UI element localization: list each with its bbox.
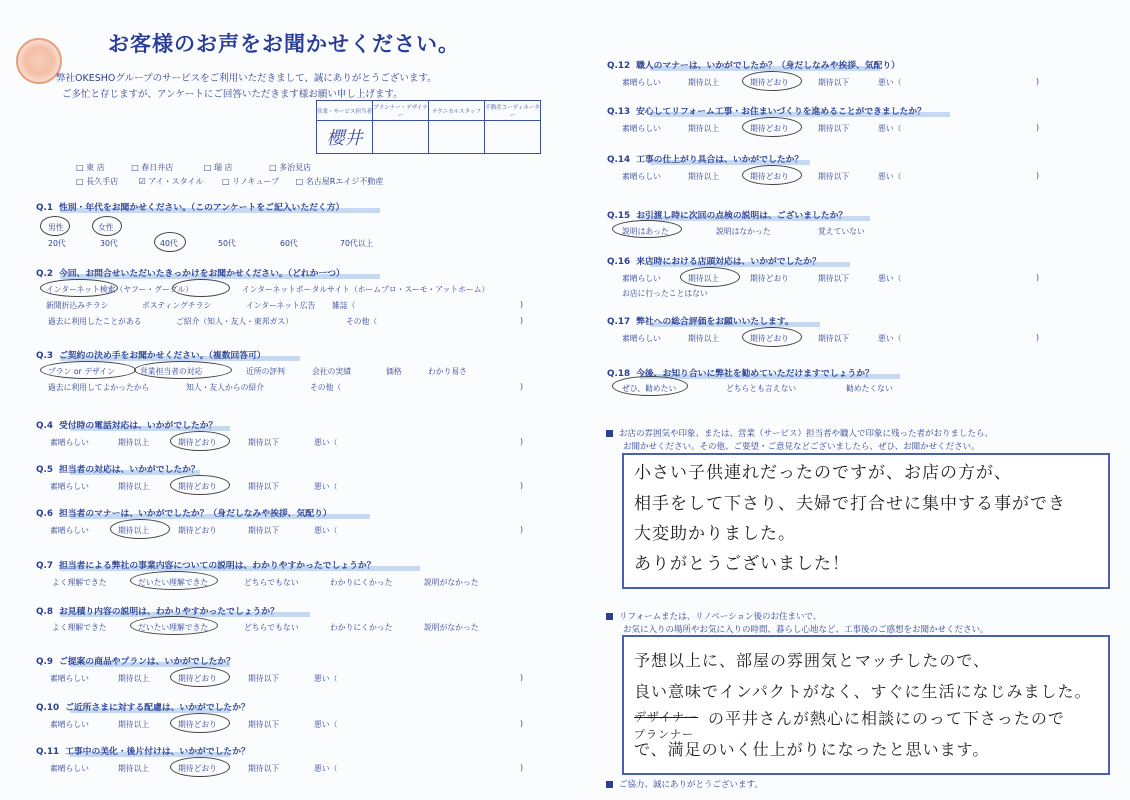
- section1-answer-line: 小さい子供連れだったのですが、お店の方が、: [634, 463, 1012, 483]
- option-rating[interactable]: 期待どおり: [178, 764, 217, 773]
- question-q9: Q.9 ご提案の商品やプランは、いかがでしたか？: [36, 657, 235, 667]
- section1-answer-line: ありがとうございました！: [634, 554, 850, 574]
- section1-label-2: お聞かせください。その他、ご要望・ご意見などございましたら、ぜひ、お聞かせください。: [623, 442, 980, 452]
- option-rating[interactable]: 期待以上: [118, 764, 150, 773]
- footer-thanks: ご協力、誠にありがとうございます。: [606, 778, 763, 790]
- option-decider[interactable]: 会社の実績: [312, 367, 351, 376]
- section2-answer-line: 予想以上に、部屋の雰囲気とマッチしたので、: [634, 651, 991, 670]
- option-rating[interactable]: 期待どおり: [750, 172, 789, 181]
- option-rating[interactable]: 素晴らしい: [622, 334, 661, 343]
- option-rating[interactable]: 期待以上: [118, 526, 150, 535]
- answer-circle: [172, 279, 230, 297]
- paren-close: ): [520, 300, 524, 309]
- option-rating[interactable]: 期待以上: [688, 78, 720, 87]
- store-option[interactable]: □ 多治見店: [269, 163, 312, 172]
- option-rating[interactable]: 悪い（: [878, 172, 902, 181]
- staff-header-technical: テクニカルスタッフ: [429, 101, 485, 121]
- answer-circle: [92, 216, 122, 236]
- answer-circle: [680, 267, 740, 287]
- answer-circle: [612, 220, 682, 238]
- answer-circle: [170, 713, 230, 733]
- paren-close: ): [1036, 77, 1040, 86]
- question-q10: Q.10 ご近所さまに対する配慮は、いかがでしたか？: [36, 703, 250, 713]
- option-age[interactable]: 70代以上: [340, 239, 374, 248]
- option-rating[interactable]: 期待以下: [818, 274, 850, 283]
- option-explain[interactable]: よく理解できた: [52, 578, 107, 587]
- option-explain[interactable]: だいたい理解できた: [138, 623, 209, 632]
- option-rating[interactable]: 素晴らしい: [50, 720, 89, 729]
- option-rating[interactable]: 期待以上: [688, 124, 720, 133]
- option-rating[interactable]: 期待以下: [248, 674, 280, 683]
- option-q18[interactable]: 勧めたくない: [846, 384, 893, 393]
- store-option[interactable]: □ 長久手店: [76, 177, 119, 186]
- option-rating[interactable]: 期待以下: [248, 438, 280, 447]
- answer-circle: [170, 667, 230, 687]
- option-rating[interactable]: 素晴らしい: [622, 274, 661, 283]
- option-rating[interactable]: 悪い（: [878, 78, 902, 87]
- option-source[interactable]: 新聞折込みチラシ: [46, 301, 109, 310]
- option-source[interactable]: 過去に利用したことがある: [48, 317, 142, 326]
- question-q5: Q.5 担当者の対応は、いかがでしたか？: [36, 465, 200, 475]
- option-rating[interactable]: 素晴らしい: [50, 482, 89, 491]
- answer-circle: [130, 571, 218, 590]
- option-rating[interactable]: 期待以上: [118, 438, 150, 447]
- option-rating[interactable]: 期待以上: [118, 482, 150, 491]
- option-rating[interactable]: 期待どおり: [750, 78, 789, 87]
- answer-circle: [40, 216, 70, 236]
- paren-close: ): [520, 673, 524, 682]
- intro-line-2: ご多忙と存じますが、アンケートにご回答いただきます様お願い申し上げます。: [62, 89, 403, 100]
- section2-answer-struck: デザイナー: [634, 710, 699, 724]
- option-q16-never[interactable]: お店に行ったことはない: [622, 289, 708, 298]
- option-decider[interactable]: 営業担当者の対応: [140, 367, 203, 376]
- option-source[interactable]: インターネットポータルサイト（ホームプロ・スーモ・アットホーム）: [242, 285, 490, 294]
- option-rating[interactable]: 期待どおり: [178, 438, 217, 447]
- answer-circle: [170, 475, 230, 495]
- option-rating[interactable]: 素晴らしい: [50, 438, 89, 447]
- option-explain[interactable]: よく理解できた: [52, 623, 107, 632]
- question-q7: Q.7 担当者による弊社の事業内容についての説明は、わかりやすかったでしょうか？: [36, 561, 376, 571]
- paren-close: ): [520, 382, 524, 391]
- paren-close: ): [1036, 123, 1040, 132]
- answer-circle: [110, 519, 170, 539]
- option-decider[interactable]: その他（: [310, 383, 342, 392]
- option-rating[interactable]: 期待以上: [118, 674, 150, 683]
- option-decider[interactable]: 過去に利用してよかったから: [48, 383, 150, 392]
- option-explain[interactable]: だいたい理解できた: [138, 578, 209, 587]
- option-source[interactable]: その他（: [346, 317, 378, 326]
- option-rating[interactable]: 期待どおり: [178, 526, 217, 535]
- paren-close: ): [520, 437, 524, 446]
- option-rating[interactable]: 期待以下: [248, 482, 280, 491]
- section1-answer-line: 相手をして下さり、夫婦で打合せに集中する事ができ: [634, 494, 1066, 514]
- option-rating[interactable]: 期待以下: [248, 526, 280, 535]
- option-decider[interactable]: 近所の評判: [246, 367, 285, 376]
- question-q15: Q.15 お引渡し時に次回の点検の説明は、ございましたか？: [607, 211, 848, 221]
- section2-answer-correction: プランナー: [634, 728, 694, 741]
- option-explain[interactable]: わかりにくかった: [330, 578, 393, 587]
- section1-label: お店の雰囲気や印象、または、営業（サービス）担当者や職人で印象に残った者がおりましたら、: [606, 427, 993, 439]
- section2-label: リフォームまたは、リノベーション後のお住まいで、: [606, 610, 821, 622]
- answer-circle: [170, 431, 230, 451]
- question-q11: Q.11 工事中の美化・後片付けは、いかがでしたか？: [36, 747, 250, 757]
- paren-close: ): [1036, 333, 1040, 342]
- answer-circle: [40, 279, 118, 297]
- option-rating[interactable]: 期待どおり: [750, 274, 789, 283]
- option-rating[interactable]: 素晴らしい: [50, 674, 89, 683]
- option-rating[interactable]: 素晴らしい: [622, 78, 661, 87]
- answer-circle: [742, 165, 802, 185]
- intro-line-1: 弊社OKESHOグループのサービスをご利用いただきまして、誠にありがとうございます。: [56, 73, 437, 84]
- option-rating[interactable]: 期待以上: [118, 720, 150, 729]
- option-rating[interactable]: 期待どおり: [750, 124, 789, 133]
- question-q3: Q.3 ご契約の決め手をお聞かせください。（複数回答可）: [36, 351, 266, 361]
- staff-sales-name[interactable]: 櫻井: [317, 121, 373, 154]
- option-rating[interactable]: 悪い（: [314, 526, 338, 535]
- answer-circle: [170, 757, 230, 777]
- option-rating[interactable]: 期待以下: [248, 764, 280, 773]
- option-rating[interactable]: 期待以下: [818, 172, 850, 181]
- option-rating[interactable]: 素晴らしい: [50, 764, 89, 773]
- option-q15[interactable]: 覚えていない: [818, 227, 865, 236]
- question-q17: Q.17 弊社への総合評価をお願いいたします。: [607, 317, 794, 327]
- paren-close: ): [520, 316, 524, 325]
- option-decider[interactable]: プラン or デザイン: [48, 367, 115, 376]
- question-q1: Q.1 性別・年代をお聞かせください。（このアンケートをご記入いただく方）: [36, 203, 345, 213]
- option-age[interactable]: 30代: [100, 239, 118, 248]
- option-rating[interactable]: 素晴らしい: [622, 172, 661, 181]
- option-female[interactable]: 女性: [98, 223, 114, 232]
- option-rating[interactable]: 期待どおり: [178, 674, 217, 683]
- question-q2: Q.2 今回、お問合せいただいたきっかけをお聞かせください。（どれか一つ）: [36, 269, 345, 279]
- option-age[interactable]: 40代: [160, 239, 178, 248]
- option-rating[interactable]: 期待どおり: [750, 334, 789, 343]
- section2-answer-line: で、満足のいく仕上がりになったと思います。: [634, 740, 990, 759]
- option-source[interactable]: ポスティングチラシ: [142, 301, 212, 310]
- option-rating[interactable]: 悪い（: [314, 720, 338, 729]
- store-option[interactable]: □ 東 店: [76, 163, 105, 172]
- store-option[interactable]: □ 名古屋Rエイジ不動産: [295, 177, 384, 186]
- option-decider[interactable]: 知人・友人からの紹介: [186, 383, 264, 392]
- answer-circle: [742, 117, 802, 137]
- option-age[interactable]: 50代: [218, 239, 236, 248]
- option-rating[interactable]: 期待以下: [818, 334, 850, 343]
- option-q18[interactable]: ぜひ、勧めたい: [622, 384, 677, 393]
- option-decider[interactable]: わかり易さ: [428, 367, 467, 376]
- option-explain[interactable]: どちらでもない: [244, 578, 299, 587]
- answer-circle: [742, 71, 802, 91]
- question-q8: Q.8 お見積り内容の説明は、わかりやすかったでしょうか？: [36, 607, 279, 617]
- page-title: お客様のお声をお聞かせください。: [108, 32, 460, 56]
- option-rating[interactable]: 悪い（: [878, 124, 902, 133]
- option-age[interactable]: 60代: [280, 239, 298, 248]
- store-option-checked[interactable]: ☑ アイ・スタイル: [138, 177, 204, 186]
- section1-answer-line: 大変助かりました。: [634, 524, 796, 544]
- option-decider[interactable]: 価格: [386, 367, 402, 376]
- option-q18[interactable]: どちらとも言えない: [726, 384, 797, 393]
- paren-close: ): [520, 481, 524, 490]
- question-q14: Q.14 工事の仕上がり具合は、いかがでしたか？: [607, 155, 804, 165]
- option-rating[interactable]: 悪い（: [878, 274, 902, 283]
- option-male[interactable]: 男性: [48, 223, 64, 232]
- option-rating[interactable]: 期待どおり: [178, 482, 217, 491]
- option-source[interactable]: ご紹介（知人・友人・東邦ガス）: [176, 317, 293, 326]
- option-rating[interactable]: 期待以上: [688, 334, 720, 343]
- paren-close: ): [1036, 171, 1040, 180]
- answer-circle: [612, 376, 688, 396]
- paren-close: ): [520, 719, 524, 728]
- option-explain[interactable]: 説明がなかった: [424, 578, 479, 587]
- option-explain[interactable]: どちらでもない: [244, 623, 299, 632]
- option-source[interactable]: 雑誌（: [332, 301, 356, 310]
- option-rating[interactable]: 悪い（: [878, 334, 902, 343]
- question-q6: Q.6 担当者のマナーは、いかがでしたか？（身だしなみや挨拶、気配り）: [36, 509, 332, 519]
- section2-answer-line: の平井さんが熱心に相談にのって下さったので: [708, 709, 1065, 728]
- paren-close: ): [1036, 273, 1040, 282]
- store-option[interactable]: □ リノキューブ: [222, 177, 280, 186]
- staff-technical-name[interactable]: [429, 121, 485, 154]
- option-q15[interactable]: 説明はなかった: [716, 227, 771, 236]
- staff-table: [316, 100, 541, 154]
- section2-answer-line: 良い意味でインパクトがなく、すぐに生活になじみました。: [634, 682, 1092, 701]
- section2-label-2: お気に入りの場所やお気に入りの時間、暮らし心地など、工事後のご感想をお聞かせください。: [623, 625, 989, 635]
- paren-close: ): [520, 763, 524, 772]
- option-rating[interactable]: 悪い（: [314, 438, 338, 447]
- staff-realestate-name[interactable]: [485, 121, 541, 154]
- staff-header-planner: プランナー・デザイナー: [373, 101, 429, 121]
- option-rating[interactable]: 悪い（: [314, 764, 338, 773]
- option-rating[interactable]: 期待以上: [688, 274, 720, 283]
- option-rating[interactable]: 素晴らしい: [622, 124, 661, 133]
- staff-header-sales: 営業・サービス担当者: [317, 101, 373, 121]
- option-rating[interactable]: 期待以下: [248, 720, 280, 729]
- question-q18: Q.18 今後、お知り合いに弊社を勧めていただけますでしょうか？: [607, 369, 874, 379]
- staff-header-realestate: 不動産コーディネーター: [485, 101, 541, 121]
- answer-circle: [130, 616, 218, 635]
- store-option[interactable]: □ 瑞 店: [203, 163, 233, 172]
- option-age[interactable]: 20代: [48, 239, 66, 248]
- store-option[interactable]: □ 春日井店: [131, 163, 174, 172]
- option-rating[interactable]: 悪い（: [314, 674, 338, 683]
- option-rating[interactable]: 期待以下: [818, 124, 850, 133]
- option-q15[interactable]: 説明はあった: [622, 227, 669, 236]
- staff-planner-name[interactable]: [373, 121, 429, 154]
- option-rating[interactable]: 期待以上: [688, 172, 720, 181]
- option-rating[interactable]: 素晴らしい: [50, 526, 89, 535]
- question-q12: Q.12 職人のマナーは、いかがでしたか？（身だしなみや挨拶、気配り）: [607, 61, 900, 71]
- answer-circle: [40, 361, 136, 379]
- answer-circle: [134, 361, 232, 379]
- paren-close: ): [520, 525, 524, 534]
- option-rating[interactable]: 悪い（: [314, 482, 338, 491]
- option-explain[interactable]: 説明がなかった: [424, 623, 479, 632]
- option-rating[interactable]: 期待どおり: [178, 720, 217, 729]
- question-q13: Q.13 安心してリフォーム工事・お住まいづくりを進めることができましたか？: [607, 107, 926, 117]
- option-explain[interactable]: わかりにくかった: [330, 623, 393, 632]
- answer-circle: [154, 232, 186, 252]
- option-source[interactable]: インターネット広告: [246, 301, 316, 310]
- option-source[interactable]: インターネット検索（ヤフー・グーグル）: [46, 285, 193, 294]
- answer-circle: [742, 327, 802, 347]
- option-rating[interactable]: 期待以下: [818, 78, 850, 87]
- question-q4: Q.4 受付時の電話対応は、いかがでしたか？: [36, 421, 218, 431]
- question-q16: Q.16 来店時における店頭対応は、いかがでしたか？: [607, 257, 821, 267]
